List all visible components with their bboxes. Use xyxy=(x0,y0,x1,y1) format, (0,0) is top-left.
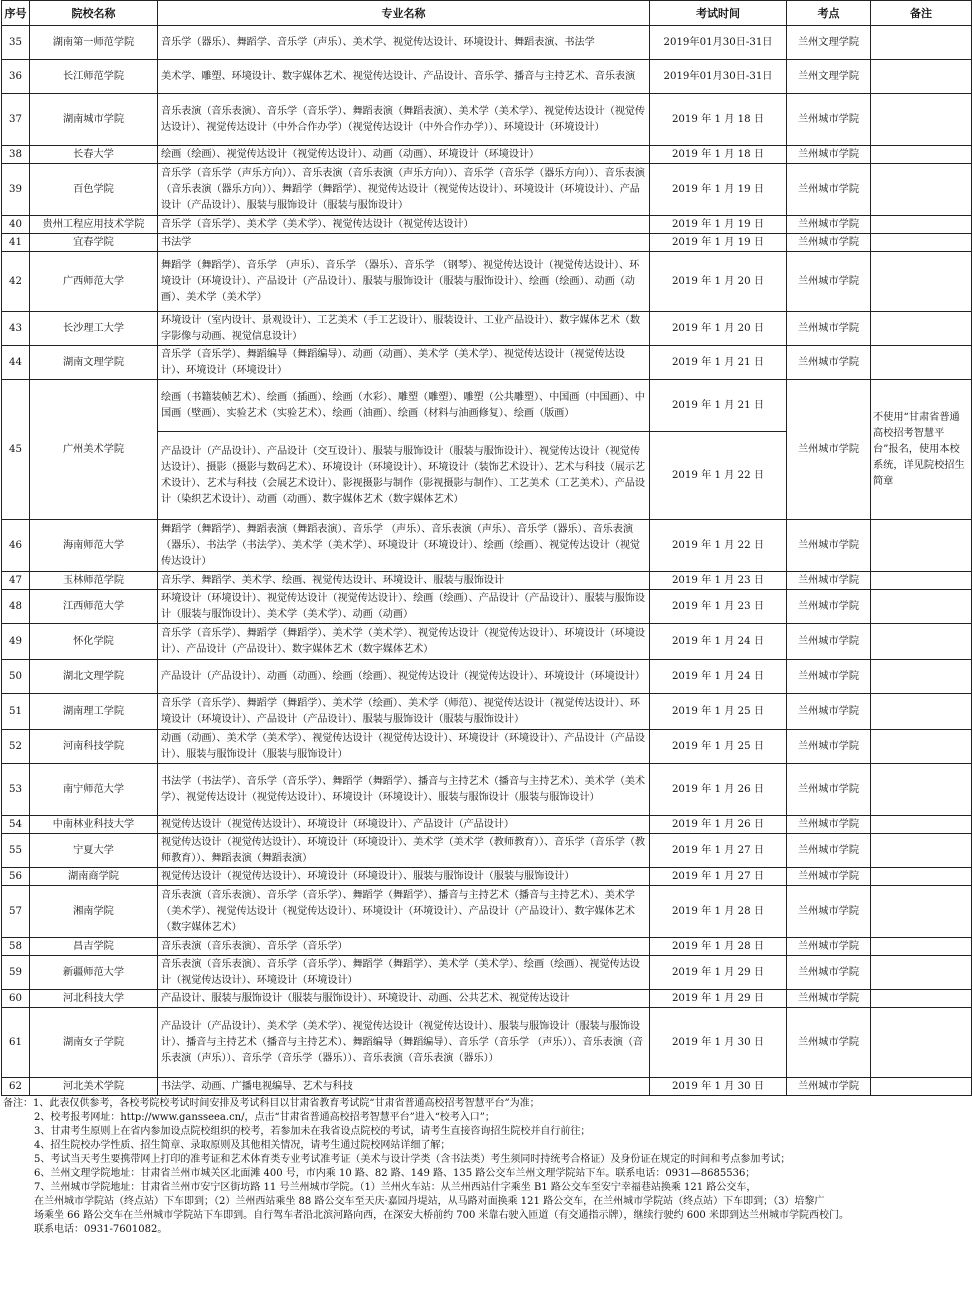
document xyxy=(1,0,972,1237)
table-row xyxy=(2,956,972,990)
row-index: 45 xyxy=(2,380,30,520)
table-row xyxy=(2,694,972,730)
row-note: 不使用“甘肃省普通高校招考智慧平台”报名，使用本校系统，详见院校招生简章 xyxy=(871,380,972,520)
table-row xyxy=(2,380,972,432)
row-major: 视觉传达设计（视觉传达设计）、环境设计（环境设计）、服装与服饰设计（服装与服饰设计） xyxy=(158,868,650,886)
row-major: 书法学（书法学）、音乐学（音乐学）、舞蹈学（舞蹈学）、播音与主持艺术（播音与主持艺术）、美术学（美术学）、视觉传达设计（视觉传达设计）、环境设计（环境设计）、服装与服饰设计（服装与服饰设计） xyxy=(158,764,650,816)
row-time: 2019 年 1 月 19 日 xyxy=(650,164,787,216)
row-index: 52 xyxy=(2,730,30,764)
row-site: 兰州城市学院 xyxy=(787,624,871,660)
table-row xyxy=(2,990,972,1008)
footnote-1: 备注：1、此表仅供参考，各校考院校考试时间安排及考试科目以甘肃省教育考试院“甘肃省普通高校招考智慧平台”为准； xyxy=(3,1098,540,1109)
table-header-row xyxy=(2,1,972,26)
row-time: 2019 年 1 月 18 日 xyxy=(650,94,787,146)
row-school: 贵州工程应用技术学院 xyxy=(30,216,158,234)
row-index: 50 xyxy=(2,660,30,694)
footnotes xyxy=(1,1096,972,1237)
row-school: 百色学院 xyxy=(30,164,158,216)
row-major: 绘画（绘画）、视觉传达设计（视觉传达设计）、动画（动画）、环境设计（环境设计） xyxy=(158,146,650,164)
row-note xyxy=(871,590,972,624)
row-time: 2019 年 1 月 18 日 xyxy=(650,146,787,164)
row-site: 兰州城市学院 xyxy=(787,590,871,624)
footnote-7-cont: 在兰州城市学院站（终点站）下车即到；（2）兰州西站乘坐 88 路公交车至天庆·嘉园丹堤站，从马路对面换乘 121 路公交车，在兰州城市学院站（终点站）下车即到；（3）培黎广 xyxy=(34,1196,825,1207)
row-index: 42 xyxy=(2,252,30,312)
row-note xyxy=(871,764,972,816)
row-site: 兰州城市学院 xyxy=(787,234,871,252)
row-site: 兰州文理学院 xyxy=(787,60,871,94)
row-index: 36 xyxy=(2,60,30,94)
row-major: 产品设计、服装与服饰设计（服装与服饰设计）、环境设计、动画、公共艺术、视觉传达设计 xyxy=(158,990,650,1008)
row-note xyxy=(871,694,972,730)
row-time: 2019 年 1 月 25 日 xyxy=(650,694,787,730)
row-time: 2019 年 1 月 28 日 xyxy=(650,938,787,956)
row-major: 音乐学、舞蹈学、美术学、绘画、视觉传达设计、环境设计、服装与服饰设计 xyxy=(158,572,650,590)
row-note xyxy=(871,572,972,590)
row-index: 62 xyxy=(2,1078,30,1096)
row-index: 54 xyxy=(2,816,30,834)
table-row xyxy=(2,252,972,312)
row-note xyxy=(871,216,972,234)
row-note xyxy=(871,816,972,834)
row-index: 51 xyxy=(2,694,30,730)
row-major: 绘画（书籍装帧艺术）、绘画（插画）、绘画（水彩）、雕塑（雕塑）、雕塑（公共雕塑）、中国画（中国画）、中国画（壁画）、实验艺术（实验艺术）、绘画（油画）、绘画（材料与油画修复）、绘画（版画） xyxy=(158,380,650,432)
row-note xyxy=(871,520,972,572)
footnote-5: 5、考试当天考生要携带网上打印的准考证和艺术体育类专业考试准考证（美术与设计学类（含书法类）考生须同时持统考合格证）及身份证在规定的时间和考点参加考试； xyxy=(34,1154,791,1165)
row-site: 兰州城市学院 xyxy=(787,816,871,834)
row-school: 昌吉学院 xyxy=(30,938,158,956)
row-site: 兰州城市学院 xyxy=(787,252,871,312)
row-note xyxy=(871,346,972,380)
table-row xyxy=(2,216,972,234)
footnote-2: 2、校考报考网址：http://www.gansseea.cn/，点击“甘肃省普通高校招考智慧平台”进入“校考入口”； xyxy=(34,1112,495,1123)
row-note xyxy=(871,624,972,660)
row-time: 2019 年 1 月 19 日 xyxy=(650,216,787,234)
row-major: 音乐学（音乐学）、舞蹈学（舞蹈学）、美术学（美术学）、视觉传达设计（视觉传达设计）、环境设计（环境设计）、产品设计（产品设计）、数字媒体艺术（数字媒体艺术） xyxy=(158,624,650,660)
row-index: 48 xyxy=(2,590,30,624)
row-school: 湖南理工学院 xyxy=(30,694,158,730)
row-site: 兰州城市学院 xyxy=(787,216,871,234)
footnote-4: 4、招生院校办学性质、招生简章、录取原则及其他相关情况，请考生通过院校网站详细了解； xyxy=(34,1140,451,1151)
row-site: 兰州城市学院 xyxy=(787,868,871,886)
row-note xyxy=(871,146,972,164)
row-site: 兰州城市学院 xyxy=(787,520,871,572)
row-major: 音乐表演（音乐表演）、音乐学（音乐学） xyxy=(158,938,650,956)
row-site: 兰州城市学院 xyxy=(787,146,871,164)
row-note xyxy=(871,990,972,1008)
row-index: 57 xyxy=(2,886,30,938)
row-school: 怀化学院 xyxy=(30,624,158,660)
row-note xyxy=(871,60,972,94)
table-row xyxy=(2,886,972,938)
row-site: 兰州城市学院 xyxy=(787,1008,871,1078)
row-school: 长春大学 xyxy=(30,146,158,164)
row-index: 39 xyxy=(2,164,30,216)
row-note xyxy=(871,26,972,60)
row-site: 兰州城市学院 xyxy=(787,990,871,1008)
row-major: 音乐学（音乐学）、舞蹈学（舞蹈学）、美术学（绘画）、美术学（师范）、视觉传达设计（视觉传达设计）、环境设计（环境设计）、产品设计（产品设计）、服装与服饰设计（服装与服饰设计） xyxy=(158,694,650,730)
row-site: 兰州城市学院 xyxy=(787,1078,871,1096)
row-site: 兰州城市学院 xyxy=(787,886,871,938)
row-time: 2019 年 1 月 19 日 xyxy=(650,234,787,252)
row-major: 美术学、雕塑、环境设计、数字媒体艺术、视觉传达设计、产品设计、音乐学、播音与主持艺术、音乐表演 xyxy=(158,60,650,94)
table-row xyxy=(2,624,972,660)
row-time: 2019 年 1 月 26 日 xyxy=(650,816,787,834)
row-major: 书法学 xyxy=(158,234,650,252)
row-major: 视觉传达设计（视觉传达设计）、环境设计（环境设计）、产品设计（产品设计） xyxy=(158,816,650,834)
row-time: 2019 年 1 月 30 日 xyxy=(650,1078,787,1096)
row-site: 兰州城市学院 xyxy=(787,938,871,956)
row-index: 56 xyxy=(2,868,30,886)
row-time: 2019 年 1 月 25 日 xyxy=(650,730,787,764)
row-site: 兰州文理学院 xyxy=(787,26,871,60)
row-note xyxy=(871,730,972,764)
table-row xyxy=(2,520,972,572)
row-site: 兰州城市学院 xyxy=(787,834,871,868)
header-major: 专业名称 xyxy=(158,1,650,26)
row-note xyxy=(871,312,972,346)
row-school: 河北科技大学 xyxy=(30,990,158,1008)
table-row xyxy=(2,868,972,886)
row-time: 2019 年 1 月 27 日 xyxy=(650,834,787,868)
row-major: 视觉传达设计（视觉传达设计）、环境设计（环境设计）、美术学（美术学（教师教育））、音乐学（音乐学（教师教育））、舞蹈表演（舞蹈表演） xyxy=(158,834,650,868)
row-index: 60 xyxy=(2,990,30,1008)
row-index: 43 xyxy=(2,312,30,346)
row-index: 38 xyxy=(2,146,30,164)
row-index: 47 xyxy=(2,572,30,590)
row-school: 河南科技学院 xyxy=(30,730,158,764)
row-time: 2019 年 1 月 20 日 xyxy=(650,312,787,346)
row-major: 音乐学（音乐学）、舞蹈编导（舞蹈编导）、动画（动画）、美术学（美术学）、视觉传达设计（视觉传达设计）、环境设计（环境设计） xyxy=(158,346,650,380)
row-school: 河北美术学院 xyxy=(30,1078,158,1096)
header-school: 院校名称 xyxy=(30,1,158,26)
row-school: 中南林业科技大学 xyxy=(30,816,158,834)
row-school: 新疆师范大学 xyxy=(30,956,158,990)
row-time: 2019 年 1 月 27 日 xyxy=(650,868,787,886)
table-row xyxy=(2,346,972,380)
row-major: 音乐学（音乐学（声乐方向））、音乐表演（音乐表演（声乐方向））、音乐学（音乐学（器乐方向））、音乐表演（音乐表演（器乐方向））、舞蹈学（舞蹈学）、视觉传达设计（视觉传达设计）、环境设计（环境设计）、产品设计（产品设计）、服装与服饰设计（服装与服饰设计） xyxy=(158,164,650,216)
row-index: 61 xyxy=(2,1008,30,1078)
table-row xyxy=(2,234,972,252)
table-row xyxy=(2,834,972,868)
row-school: 南宁师范大学 xyxy=(30,764,158,816)
row-major: 环境设计（室内设计、景观设计）、工艺美术（手工艺设计）、服装设计、工业产品设计）、数字媒体艺术（数字影像与动画、视觉信息设计） xyxy=(158,312,650,346)
row-time: 2019 年 1 月 20 日 xyxy=(650,252,787,312)
table-row xyxy=(2,312,972,346)
row-time: 2019 年 1 月 22 日 xyxy=(650,520,787,572)
row-time: 2019 年 1 月 22 日 xyxy=(650,432,787,520)
exam-schedule-table xyxy=(1,0,972,1096)
table-row xyxy=(2,26,972,60)
row-index: 35 xyxy=(2,26,30,60)
row-school: 宁夏大学 xyxy=(30,834,158,868)
row-major: 音乐表演（音乐表演）、音乐学（音乐学）、舞蹈学（舞蹈学）、美术学（美术学）、绘画（绘画）、视觉传达设计（视觉传达设计）、环境设计（环境设计） xyxy=(158,956,650,990)
row-time: 2019 年 1 月 28 日 xyxy=(650,886,787,938)
row-note xyxy=(871,252,972,312)
row-time: 2019年01月30日-31日 xyxy=(650,26,787,60)
row-school: 湖南第一师范学院 xyxy=(30,26,158,60)
table-row xyxy=(2,730,972,764)
row-school: 宜春学院 xyxy=(30,234,158,252)
row-time: 2019 年 1 月 30 日 xyxy=(650,1008,787,1078)
row-site: 兰州城市学院 xyxy=(787,730,871,764)
row-time: 2019 年 1 月 26 日 xyxy=(650,764,787,816)
row-index: 58 xyxy=(2,938,30,956)
row-note xyxy=(871,834,972,868)
row-note xyxy=(871,886,972,938)
header-time: 考试时间 xyxy=(650,1,787,26)
row-time: 2019 年 1 月 24 日 xyxy=(650,624,787,660)
row-note xyxy=(871,868,972,886)
row-site: 兰州城市学院 xyxy=(787,380,871,520)
table-row xyxy=(2,572,972,590)
row-note xyxy=(871,660,972,694)
row-site: 兰州城市学院 xyxy=(787,312,871,346)
footnote-7: 7、兰州城市学院地址：甘肃省兰州市安宁区街坊路 11 号兰州城市学院。（1）兰州火车站：从兰州西站什字乘坐 B1 路公交车至安宁幸福巷站换乘 121 路公交车， xyxy=(34,1182,757,1193)
row-school: 湖北文理学院 xyxy=(30,660,158,694)
row-note xyxy=(871,1078,972,1096)
row-index: 55 xyxy=(2,834,30,868)
table-row xyxy=(2,1008,972,1078)
row-major: 舞蹈学（舞蹈学）、音乐学 （声乐）、音乐学 （器乐）、音乐学 （钢琴）、视觉传达设计（视觉传达设计）、环境设计（环境设计）、产品设计（产品设计）、服装与服饰设计（服装与服饰设计）、绘画（绘画）、动画（动画）、美术学（美术学） xyxy=(158,252,650,312)
row-site: 兰州城市学院 xyxy=(787,572,871,590)
row-major: 产品设计（产品设计）、产品设计（交互设计）、服装与服饰设计（服装与服饰设计）、视觉传达设计（视觉传达设计）、摄影（摄影与数码艺术）、环境设计（环境设计）、环境设计（装饰艺术设计）、艺术与科技（展示艺术设计）、艺术与科技（会展艺术设计）、影视摄影与制作（影视摄影与制作）、工艺美术（工艺美术）、产品设计（染织艺术设计）、动画（动画）、数字媒体艺术（数字媒体艺术） xyxy=(158,432,650,520)
row-major: 舞蹈学（舞蹈学）、舞蹈表演（舞蹈表演）、音乐学 （声乐）、音乐表演（声乐）、音乐学（器乐）、音乐表演（器乐）、书法学（书法学）、美术学（美术学）、环境设计（环境设计）、绘画（绘画）、视觉传达设计（视觉传达设计） xyxy=(158,520,650,572)
table-row xyxy=(2,60,972,94)
row-index: 37 xyxy=(2,94,30,146)
row-site: 兰州城市学院 xyxy=(787,164,871,216)
row-note xyxy=(871,956,972,990)
row-major: 音乐表演（音乐表演）、音乐学（音乐学）、舞蹈学（舞蹈学）、播音与主持艺术（播音与主持艺术）、美术学（美术学）、视觉传达设计（视觉传达设计）、环境设计（环境设计）、产品设计（产品设计）、数字媒体艺术（数字媒体艺术） xyxy=(158,886,650,938)
row-note xyxy=(871,164,972,216)
row-index: 59 xyxy=(2,956,30,990)
row-major: 音乐学（音乐学）、美术学（美术学）、视觉传达设计（视觉传达设计） xyxy=(158,216,650,234)
row-site: 兰州城市学院 xyxy=(787,94,871,146)
row-time: 2019 年 1 月 24 日 xyxy=(650,660,787,694)
row-school: 玉林师范学院 xyxy=(30,572,158,590)
row-school: 长江师范学院 xyxy=(30,60,158,94)
row-index: 53 xyxy=(2,764,30,816)
row-major: 环境设计（环境设计）、视觉传达设计（视觉传达设计）、绘画（绘画）、产品设计（产品设计）、服装与服饰设计（服装与服饰设计）、美术学（美术学）、动画（动画） xyxy=(158,590,650,624)
row-time: 2019 年 1 月 23 日 xyxy=(650,590,787,624)
row-school: 湖南城市学院 xyxy=(30,94,158,146)
row-time: 2019 年 1 月 29 日 xyxy=(650,956,787,990)
table-row xyxy=(2,816,972,834)
row-school: 海南师范大学 xyxy=(30,520,158,572)
row-school: 湖南商学院 xyxy=(30,868,158,886)
row-school: 广州美术学院 xyxy=(30,380,158,520)
row-index: 40 xyxy=(2,216,30,234)
row-time: 2019 年 1 月 23 日 xyxy=(650,572,787,590)
footnote-7-cont: 场乘坐 66 路公交车在兰州城市学院站下车即到。自行驾车者沿北滨河路向西，在深安大桥前约 700 米靠右驶入匝道（有交通指示牌），继续行驶约 600 米即到达兰州城市学院西校门。 xyxy=(34,1210,849,1221)
row-index: 46 xyxy=(2,520,30,572)
row-major: 产品设计（产品设计）、动画（动画）、绘画（绘画）、视觉传达设计（视觉传达设计）、环境设计（环境设计） xyxy=(158,660,650,694)
table-row xyxy=(2,1078,972,1096)
header-index: 序号 xyxy=(2,1,30,26)
table-row xyxy=(2,94,972,146)
row-major: 音乐表演（音乐表演）、音乐学（音乐学）、舞蹈表演（舞蹈表演）、美术学（美术学）、视觉传达设计（视觉传达设计）、视觉传达设计（中外合作办学）（视觉传达设计（中外合作办学））、环境设计（环境设计） xyxy=(158,94,650,146)
row-time: 2019 年 1 月 29 日 xyxy=(650,990,787,1008)
row-note xyxy=(871,94,972,146)
table-row xyxy=(2,590,972,624)
header-site: 考点 xyxy=(787,1,871,26)
row-school: 广西师范大学 xyxy=(30,252,158,312)
row-major: 产品设计（产品设计）、美术学（美术学）、视觉传达设计（视觉传达设计）、服装与服饰设计（服装与服饰设计）、播音与主持艺术（播音与主持艺术）、舞蹈编导（舞蹈编导）、音乐学（音乐学 （声乐））、音乐表演（音乐表演（声乐））、音乐学（音乐学（器乐））、音乐表演（音乐表演（器乐）） xyxy=(158,1008,650,1078)
row-major: 动画（动画）、美术学（美术学）、视觉传达设计（视觉传达设计）、环境设计（环境设计）、产品设计（产品设计）、服装与服饰设计（服装与服饰设计） xyxy=(158,730,650,764)
table-row xyxy=(2,938,972,956)
row-site: 兰州城市学院 xyxy=(787,346,871,380)
row-site: 兰州城市学院 xyxy=(787,694,871,730)
footnote-3: 3、甘肃考生原则上在省内参加设点院校组织的校考，若参加未在我省设点院校的考试，请考生直接咨询招生院校并自行前往； xyxy=(34,1126,591,1137)
row-note xyxy=(871,234,972,252)
footnote-7-contact: 联系电话：0931-7601082。 xyxy=(34,1224,168,1235)
row-site: 兰州城市学院 xyxy=(787,956,871,990)
row-major: 音乐学（器乐）、舞蹈学、音乐学（声乐）、美术学、视觉传达设计、环境设计、舞蹈表演、书法学 xyxy=(158,26,650,60)
row-school: 长沙理工大学 xyxy=(30,312,158,346)
row-index: 41 xyxy=(2,234,30,252)
row-time: 2019 年 1 月 21 日 xyxy=(650,380,787,432)
table-row xyxy=(2,764,972,816)
row-time: 2019年01月30日-31日 xyxy=(650,60,787,94)
footnote-6: 6、兰州文理学院地址：甘肃省兰州市城关区北面滩 400 号，市内乘 10 路、82 路、149 路、135 路公交车兰州文理学院站下车。联系电话：0931—8685536； xyxy=(34,1168,756,1179)
table-row xyxy=(2,146,972,164)
row-school: 江西师范大学 xyxy=(30,590,158,624)
row-index: 49 xyxy=(2,624,30,660)
table-row xyxy=(2,164,972,216)
row-school: 湖南文理学院 xyxy=(30,346,158,380)
row-note xyxy=(871,938,972,956)
table-row xyxy=(2,660,972,694)
row-school: 湖南女子学院 xyxy=(30,1008,158,1078)
row-note xyxy=(871,1008,972,1078)
row-major: 书法学、动画、广播电视编导、艺术与科技 xyxy=(158,1078,650,1096)
row-site: 兰州城市学院 xyxy=(787,660,871,694)
row-index: 44 xyxy=(2,346,30,380)
row-time: 2019 年 1 月 21 日 xyxy=(650,346,787,380)
header-note: 备注 xyxy=(871,1,972,26)
row-school: 湘南学院 xyxy=(30,886,158,938)
row-site: 兰州城市学院 xyxy=(787,764,871,816)
